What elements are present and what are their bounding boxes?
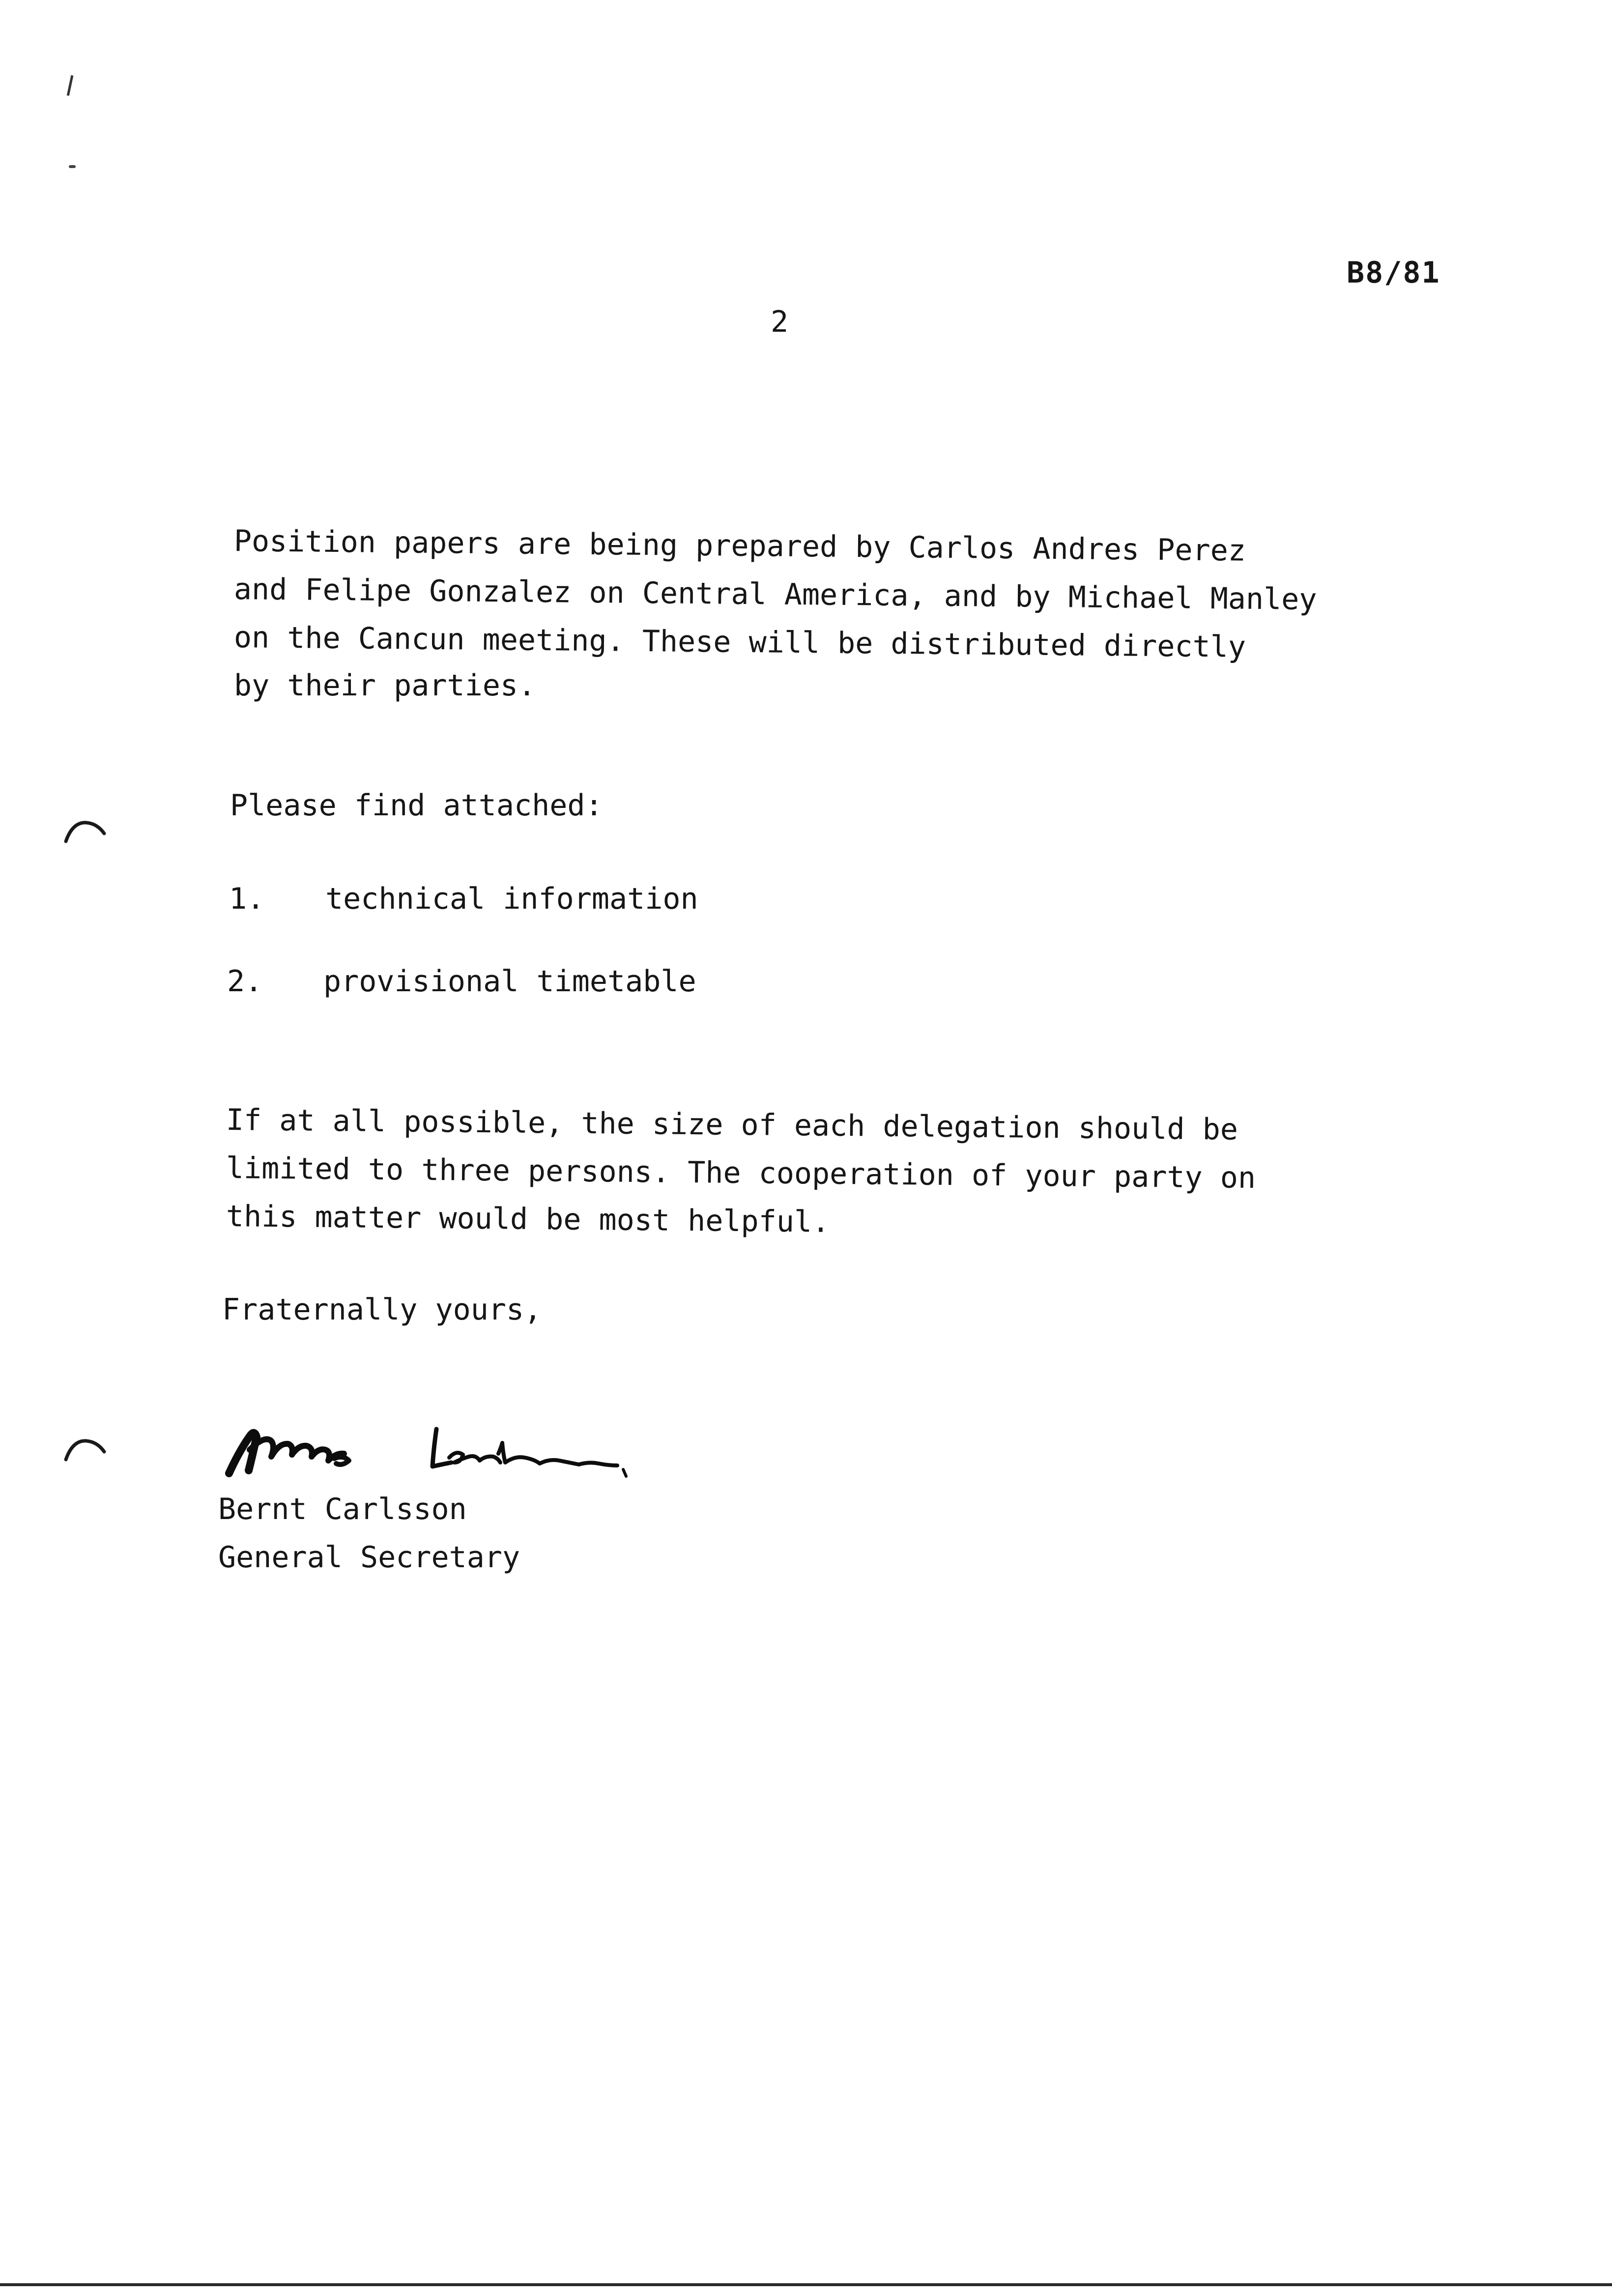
attachment-number: 1.: [229, 882, 265, 916]
margin-tick-mark: [67, 75, 78, 97]
paragraph-line: Position papers are being prepared by Carlos Andres Perez: [233, 524, 1246, 568]
paragraph-delegation-size: [226, 1096, 1256, 1240]
signatory-name: Bernt Carlsson: [218, 1492, 467, 1526]
paragraph-line: by their parties.: [234, 668, 536, 703]
page-bottom-edge-line: [0, 2283, 1612, 2286]
attachment-number: 2.: [227, 964, 263, 999]
attachment-label: provisional timetable: [323, 964, 696, 999]
paragraph-line: this matter would be most helpful.: [226, 1199, 830, 1239]
margin-dot-mark: [69, 165, 76, 168]
attachment-label: technical information: [325, 882, 698, 916]
punch-hole-mark-icon: [63, 812, 107, 856]
reference-number: B8/81: [1347, 256, 1440, 290]
closing-salutation: Fraternally yours,: [222, 1292, 542, 1327]
paragraph-line: and Felipe Gonzalez on Central America, and by Michael Manley: [233, 572, 1317, 617]
paragraph-line: If at all possible, the size of each delegation should be: [226, 1103, 1238, 1147]
paragraph-line: on the Cancun meeting. These will be distributed directly: [233, 620, 1246, 664]
paragraph-line: limited to three persons. The cooperation of your party on: [226, 1151, 1256, 1196]
punch-hole-mark-icon: [63, 1430, 107, 1474]
paragraph-attached-intro: Please find attached:: [230, 788, 603, 823]
page-number: 2: [771, 305, 789, 339]
signatory-title: General Secretary: [218, 1540, 520, 1575]
paragraph-position-papers: [234, 517, 1317, 710]
handwritten-signature-icon: [220, 1415, 643, 1484]
